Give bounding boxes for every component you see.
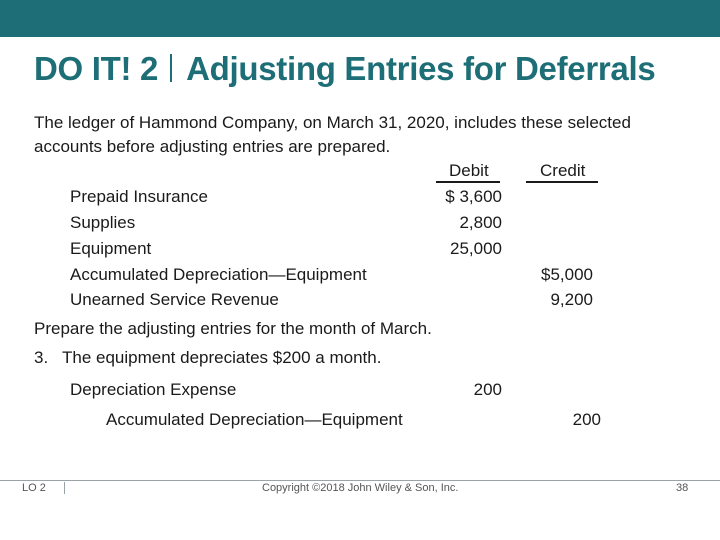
ledger-credit: $5,000 — [541, 265, 593, 284]
entry-debit-amount: 200 — [473, 380, 502, 399]
entry-debit-account: Depreciation Expense — [70, 380, 237, 399]
credit-header-underline — [526, 181, 598, 183]
ledger-account: Equipment — [70, 239, 152, 258]
top-banner — [0, 0, 720, 37]
ledger-account: Unearned Service Revenue — [70, 290, 279, 309]
slide-title — [34, 50, 655, 88]
item-number: 3. — [34, 348, 49, 367]
ledger-debit: 25,000 — [450, 239, 502, 258]
footer-rule — [0, 480, 720, 481]
instruction-text: Prepare the adjusting entries for the month of March. — [34, 319, 432, 338]
footer-divider — [64, 482, 65, 494]
debit-header: Debit — [449, 161, 489, 180]
credit-header: Credit — [540, 161, 586, 180]
ledger-account: Supplies — [70, 213, 136, 232]
title-left: DO IT! 2 — [34, 50, 159, 87]
title-separator — [170, 54, 172, 82]
entry-credit-amount: 200 — [572, 410, 601, 429]
entry-credit-account: Accumulated Depreciation—Equipment — [106, 410, 403, 429]
title-right: Adjusting Entries for Deferrals — [186, 50, 656, 87]
ledger-account: Accumulated Depreciation—Equipment — [70, 265, 367, 284]
ledger-debit: $ 3,600 — [445, 187, 502, 206]
intro-line-2: accounts before adjusting entries are prepared. — [34, 137, 391, 156]
ledger-account: Prepaid Insurance — [70, 187, 208, 206]
item-text: The equipment depreciates $200 a month. — [62, 348, 382, 367]
ledger-credit: 9,200 — [550, 290, 593, 309]
intro-line-1: The ledger of Hammond Company, on March 31, 2020, includes these selected — [34, 113, 631, 132]
debit-header-underline — [436, 181, 500, 183]
footer-copyright: Copyright ©2018 John Wiley & Son, Inc. — [262, 482, 459, 494]
footer-page-number: 38 — [676, 482, 689, 494]
ledger-debit: 2,800 — [459, 213, 502, 232]
footer-lo: LO 2 — [22, 482, 46, 494]
